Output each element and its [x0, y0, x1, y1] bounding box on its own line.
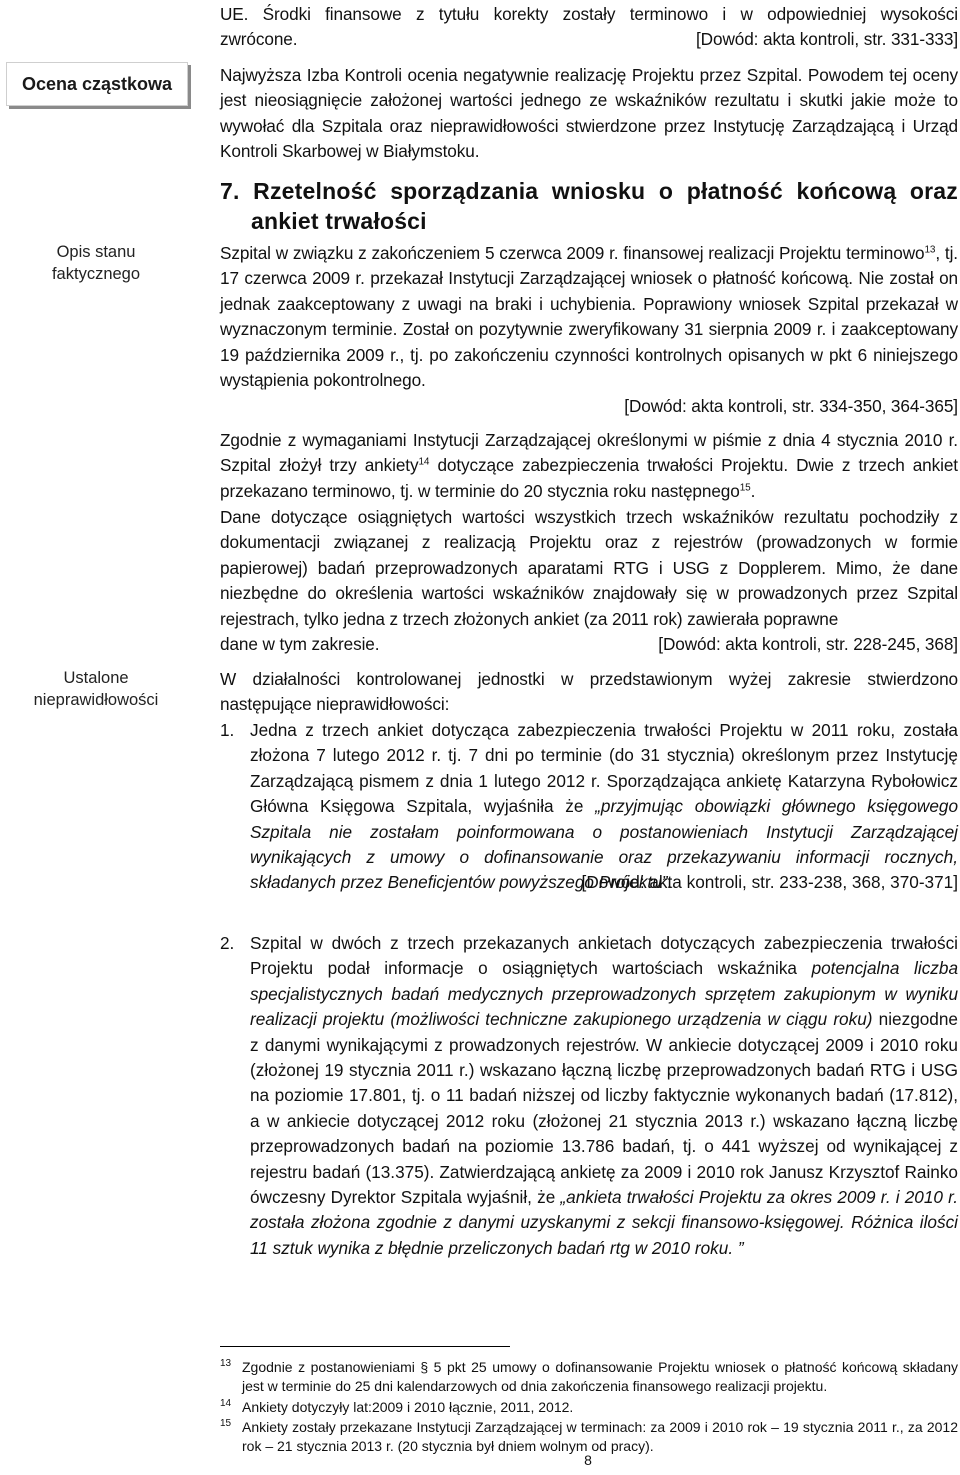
item-1-evidence: [Dowód: akta kontroli, str. 233-238, 368, 370-371] [581, 872, 958, 892]
top-line1: UE. Środki finansowe z tytułu korekty zostały terminowo i w odpowiedniej wysokości [220, 4, 958, 24]
footnote-15-text: Ankiety zostały przekazane Instytucji Zarządzającej w terminach: za 2009 i 2010 rok – 19 stycznia 2011 r., za 2012 rok – 21 stycznia 2013 r. (20 stycznia był dniem wolnym od pracy). [242, 1419, 958, 1454]
top-line2 [220, 27, 958, 52]
footnote-ref-13[interactable]: 13 [924, 244, 936, 256]
section-heading-7-line2: ankiet trwałości [251, 208, 427, 234]
opis-p2-last-line [220, 632, 958, 657]
footnote-separator [220, 1346, 510, 1347]
footnote-14-text: Ankiety dotyczyły lat:2009 i 2010 łącznie, 2011, 2012. [242, 1399, 574, 1415]
opis-p1-evidence: [Dowód: akta kontroli, str. 334-350, 364-365] [624, 396, 958, 416]
item-1-text-a: Jedna z trzech ankiet dotycząca zabezpieczenia trwałości Projektu w 2011 roku, została złożona 7 lutego 2012 r. tj. 7 dni po terminie (do 31 stycznia) określonym przez Instytucję Zarządzającą pismem z dnia 1 lutego 2012 r. Sporządzająca ankietę Katarzyna Rybołowicz Główna Księgowa Szpitala, wyjaśniła że [250, 720, 958, 817]
margin-label-ustalone-line1: Ustalone [63, 669, 129, 687]
opis-paragraph-1 [220, 241, 958, 393]
opis-p2-last-left: dane w tym zakresie. [220, 634, 380, 654]
opis-p1-text-b: , tj. 17 czerwca 2009 r. przekazał Instytucji Zarządzającej wniosek o płatność końcową. Nie został on jednak zaakceptowany z uwagi na braki i uchybienia. Poprawiony wniosek Szpital przekazał w wyznaczonym terminie. Został on pozytywnie zweryfikowany 31 sierpnia 2009 r. i zaakceptowany 19 października 2009 r., tj. po zakończeniu czynności kontrolnych opisanych w pkt 6 niniejszego wystąpienia pokontrolnego. [220, 243, 958, 391]
margin-label-ustalone [6, 667, 186, 711]
margin-label-opis-line1: Opis stanu [56, 243, 136, 261]
opis-p1-text-a: Szpital w związku z zakończeniem 5 czerwca 2009 r. finansowej realizacji Projektu terminowo [220, 243, 925, 263]
item-2-text-a: Szpital w dwóch z trzech przekazanych ankietach dotyczących zabezpieczenia trwałości Projektu podał informacje o osiągniętych wartościach wskaźnika [250, 933, 958, 979]
item-1-number: 1. [220, 720, 235, 740]
footnote-13-text: Zgodnie z postanowieniami § 5 pkt 25 umowy o dofinansowanie Projektu wniosek o płatność końcową składany jest w terminie do 25 dni kalendarzowych od dnia zakończenia finansowego realizacji projektu. [242, 1359, 958, 1394]
footnote-15-number: 15 [220, 1418, 232, 1429]
margin-label-ustalone-line2: nieprawidłowości [33, 691, 159, 709]
ustalone-intro: W działalności kontrolowanej jednostki w przedstawionym wyżej zakresie stwierdzono następujące nieprawidłowości: [220, 669, 958, 715]
footnote-14 [220, 1398, 958, 1417]
item-2-quote: „ankieta trwałości Projektu za okres 2009 r. i 2010 r. została złożona zgodnie z danymi uzyskanymi z sekcji finansowo-księgowej. Różnica ilości 11 sztuk wynika z błędnie przeliczonych badań rtg w 2010 roku. ” [250, 1187, 958, 1258]
page-number: 8 [584, 1452, 592, 1468]
margin-label-opis [6, 241, 186, 285]
section-heading-7 [220, 176, 958, 236]
item-2-number: 2. [220, 933, 235, 953]
margin-label-ocena: Ocena cząstkowa [21, 74, 173, 94]
opis-p2-text-c: . [750, 480, 756, 501]
item-2-indicator-name: potencjalna liczba specjalistycznych badań medycznych przeprowadzonych sprzętem zakupionym w wyniku realizacji projektu (możliwości techniczne zakupionego urządzenia w ciągu roku) [250, 958, 958, 1030]
ocena-paragraph: Najwyższa Izba Kontroli ocenia negatywnie realizację Projektu przez Szpital. Powodem tej oceny jest nieosiągnięcie założonej wartości jednego ze wskaźników rezultatu i skutki jakie może to wywołać dla Szpitala oraz nieprawidłowości stwierdzone przez Instytucję Zarządzającą i Urząd Kontroli Skarbowej w Białymstoku. [220, 65, 958, 162]
margin-label-opis-line2: faktycznego [51, 265, 141, 283]
footnote-15 [220, 1418, 958, 1456]
top-evidence: [Dowód: akta kontroli, str. 331-333] [696, 29, 958, 49]
opis-paragraph-2 [220, 428, 958, 504]
margin-box-ocena [6, 62, 188, 106]
item-2-text [250, 931, 958, 1261]
footnote-14-number: 14 [220, 1398, 232, 1409]
footnote-13 [220, 1358, 958, 1396]
item-1-quote: „przyjmując obowiązki głównego księgowego Szpitala nie zostałam poinformowana o postanowieniach Instytucji Zarządzającej wynikających z umowy o dofinansowanie oraz przekazywaniu informacji rocznych, składanych przez Beneficjentów powyższego Projektu”. [250, 796, 958, 893]
top-line2-left: zwrócone. [220, 29, 298, 49]
opis-p2-evidence: [Dowód: akta kontroli, str. 228-245, 368] [658, 634, 958, 654]
opis-p2-text-a: Zgodnie z wymaganiami Instytucji Zarządzającej określonymi w piśmie z dnia 4 stycznia 2010 r. Szpital złożył trzy ankiety [220, 430, 958, 476]
opis-paragraph-2b: Dane dotyczące osiągniętych wartości wszystkich trzech wskaźników rezultatu pochodziły z dokumentacji związanej z realizacją Projektu oraz z rejestrów (prowadzonych w formie papierowej) badań przeprowadzonych aparatami RTG i USG z Dopplerem. Mimo, że dane niezbędne do określenia wartości wskaźników znajdowały się w prowadzonych przez Szpital rejestrach, tylko jedna z trzech złożonych ankiet (za 2011 rok) zawierała poprawne [220, 507, 958, 629]
opis-p2-text-b: dotyczące zabezpieczenia trwałości Projektu. Dwie z trzech ankiet przekazano terminowo, tj. w terminie do 20 stycznia roku następnego [220, 455, 958, 501]
footnote-ref-14[interactable]: 14 [418, 456, 430, 468]
footnote-ref-15[interactable]: 15 [739, 482, 751, 494]
section-heading-7-line1: 7. Rzetelność sporządzania wniosku o płatność końcową oraz [220, 178, 958, 204]
item-2-text-b: niezgodne z danymi wynikającymi z prowadzonych rejestrów. W ankiecie dotyczącej 2009 i 2010 roku (złożonej 19 stycznia 2011 r.) wskazano łączną liczbę przeprowadzonych badań RTG i USG na poziomie 17.801, tj. o 11 badań niższej od liczby faktycznie wykonanych badań (17.812), a w ankiecie dotyczącej 2012 roku (złożonej 21 stycznia 2013 r.) wskazano łączną liczbę przeprowadzonych badań na poziomie 13.786 badań, tj. o 441 wyższej od wynikającej z rejestru badań (13.375). Zatwierdzającą ankietę za 2009 i 2010 rok Janusz Krzysztof Rainko ówczesny Dyrektor Szpitala wyjaśnił, że [250, 1009, 958, 1208]
footnote-13-number: 13 [220, 1358, 232, 1369]
